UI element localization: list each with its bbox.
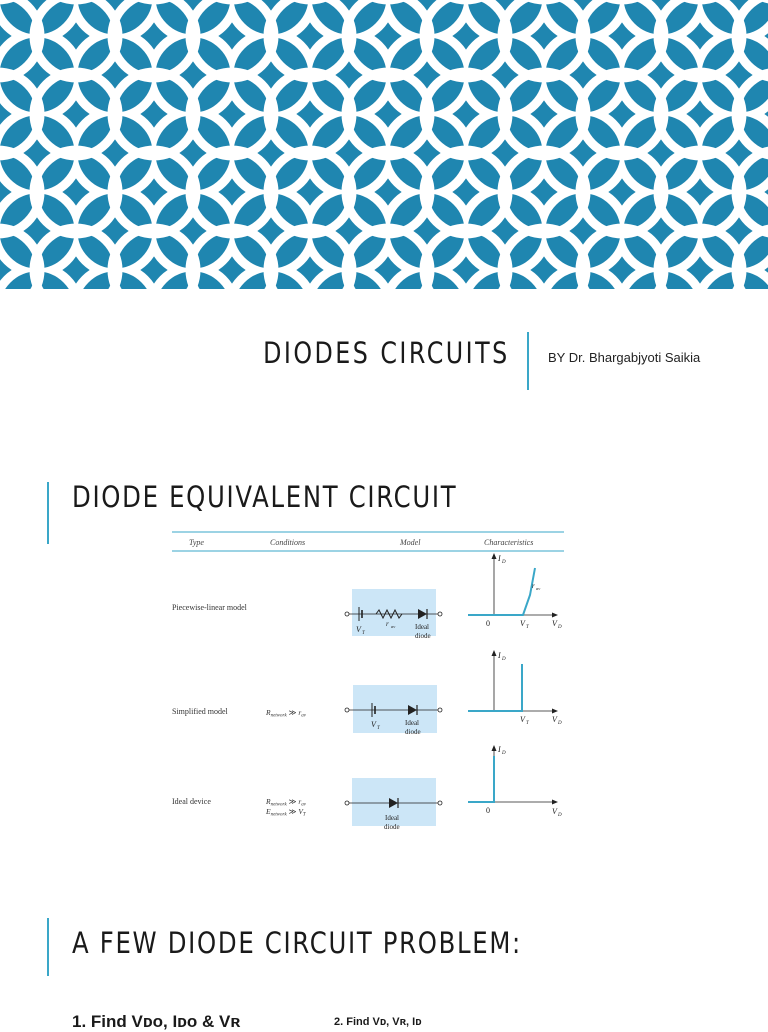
slide-title: DIODES CIRCUITS [263,336,510,370]
title-divider [527,332,529,390]
problem-2: 2. Find Vᴅ, Vʀ, Iᴅ [334,1016,422,1028]
svg-text:av: av [391,624,396,629]
header-conditions: Conditions [270,538,306,547]
svg-text:diode: diode [405,728,421,736]
author-byline: BY Dr. Bhargabjyoti Saikia [548,350,701,365]
svg-text:T: T [526,625,529,630]
svg-text:T: T [362,631,365,636]
model-piecewise-linear [345,589,442,640]
section-bar [47,482,49,544]
row-condition-ideal-2: $E_{network}$ ≫ $V_T$ [266,807,306,818]
svg-text:V: V [552,807,557,816]
problem-1: 1. Find Vᴅᴏ, Iᴅᴏ & Vʀ [72,1012,241,1031]
svg-text:V: V [552,619,557,628]
svg-text:D: D [558,721,562,726]
row-type-simplified: Simplified model [172,707,228,716]
svg-text:r: r [386,620,389,628]
model-ideal [345,778,442,831]
title-row [0,330,768,390]
circle-lattice-pattern [0,0,768,289]
svg-text:Ideal: Ideal [385,814,399,822]
svg-text:diode: diode [384,823,400,831]
row-condition-ideal-1: $R_{network}$ ≫ $r_{av}$ [266,797,306,808]
svg-text:D: D [502,560,506,565]
header-model: Model [400,538,421,547]
svg-text:I: I [498,651,501,660]
svg-text:V: V [520,715,525,724]
svg-text:V: V [552,715,557,724]
svg-text:0: 0 [486,806,490,815]
svg-text:T: T [526,721,529,726]
section-title: A FEW DIODE CIRCUIT PROBLEM: [72,926,522,960]
row-type-piecewise: Piecewise-linear model [172,603,247,612]
svg-text:Ideal: Ideal [415,623,429,631]
svg-text:r: r [532,582,535,590]
svg-text:I: I [498,745,501,754]
svg-text:D: D [502,751,506,756]
row-type-ideal: Ideal device [172,797,211,806]
chart-simplified [468,650,562,726]
section-bar [47,918,49,976]
section-title: DIODE EQUIVALENT CIRCUIT [72,480,458,514]
svg-text:av: av [536,586,541,591]
model-simplified [345,685,442,736]
diode-model-table [172,530,564,835]
svg-text:D: D [558,813,562,818]
row-conditions-simplified: $R_{network}$ ≫ $r_{av}$ [266,708,306,719]
svg-text:V: V [371,720,376,729]
chart-ideal [468,745,562,818]
header-characteristics: Characteristics [484,538,534,547]
svg-text:diode: diode [415,632,431,640]
chart-piecewise-linear [468,553,562,630]
svg-text:0: 0 [486,619,490,628]
svg-text:T: T [377,726,380,731]
svg-text:V: V [356,625,361,634]
svg-text:D: D [502,657,506,662]
svg-text:V: V [520,619,525,628]
svg-text:Ideal: Ideal [405,719,419,727]
svg-text:I: I [498,554,501,563]
header-type: Type [189,538,204,547]
svg-text:D: D [558,625,562,630]
pattern-banner [0,0,768,289]
